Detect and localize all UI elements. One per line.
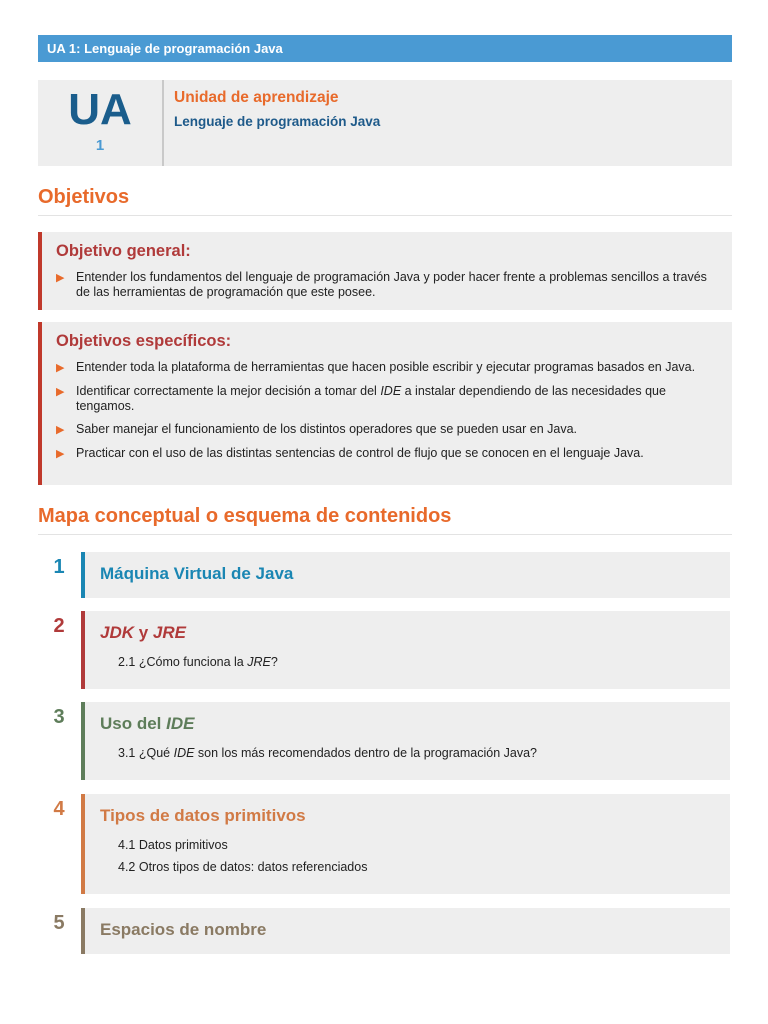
section-card[interactable] [81, 552, 730, 598]
section-number: 2 [53, 615, 65, 637]
concept-map-section-5[interactable] [38, 908, 730, 954]
general-objective-title: Objetivo general: [56, 242, 191, 260]
section-title[interactable]: JDK y JRE [100, 623, 186, 642]
specific-objectives-box [38, 322, 732, 485]
specific-objective-item: ▶ Practicar con el uso de las distintas sentencias de control de flujo que se conocen en el lenguaje Java. [56, 446, 644, 460]
concept-map-section-3[interactable] [38, 702, 730, 780]
specific-objective-item: ▶ Entender toda la plataforma de herramientas que hacen posible escribir y ejecutar programas basados en Java. [56, 360, 696, 374]
section-title[interactable]: Máquina Virtual de Java [100, 564, 294, 583]
unit-banner [38, 35, 732, 62]
triangle-right-icon: ▶ [56, 424, 65, 436]
section-card[interactable] [81, 908, 730, 954]
section-number: 4 [53, 798, 65, 820]
specific-objective-item: ▶ Identificar correctamente la mejor decisión a tomar del IDE a instalar dependiendo de las necesidades que tengamos. [56, 384, 666, 413]
section-number: 5 [53, 912, 65, 934]
specific-objectives-title: Objetivos específicos: [56, 332, 232, 350]
section-number: 3 [53, 706, 65, 728]
section-title[interactable]: Espacios de nombre [100, 920, 267, 939]
subsection-item[interactable]: 2.1 ¿Cómo funciona la JRE? [118, 655, 278, 669]
section-number: 1 [53, 556, 65, 578]
unit-title: Lenguaje de programación Java [174, 114, 381, 129]
banner-title: Lenguaje de programación Java [84, 41, 283, 56]
banner-prefix: UA 1: [47, 41, 81, 56]
concept-map-section-4[interactable] [38, 794, 730, 894]
concept-map-heading: Mapa conceptual o esquema de contenidos [38, 505, 732, 535]
general-objective-item: ▶ Entender los fundamentos del lenguaje de programación Java y poder hacer frente a problemas sencillos a través de las herramientas de programación que este posee. [56, 270, 707, 299]
unit-number: 1 [95, 137, 105, 154]
section-title[interactable]: Tipos de datos primitivos [100, 806, 306, 825]
unit-badge [38, 80, 164, 166]
section-card[interactable] [81, 794, 730, 894]
subsection-item[interactable]: 4.1 Datos primitivos [118, 838, 228, 852]
concept-map-section-2[interactable] [38, 611, 730, 689]
subsection-item[interactable]: 3.1 ¿Qué IDE son los más recomendados dentro de la programación Java? [118, 746, 537, 760]
triangle-right-icon: ▶ [56, 386, 65, 398]
unit-kind: Unidad de aprendizaje [174, 89, 339, 106]
unit-header [38, 80, 732, 166]
general-objective-box [38, 232, 732, 310]
specific-objective-item: ▶ Saber manejar el funcionamiento de los distintos operadores que se pueden usar en Java. [56, 422, 578, 436]
objectives-heading: Objetivos [38, 186, 732, 216]
section-card[interactable] [81, 611, 730, 689]
triangle-right-icon: ▶ [56, 272, 65, 284]
section-card[interactable] [81, 702, 730, 780]
subsection-item[interactable]: 4.2 Otros tipos de datos: datos referenciados [118, 860, 368, 874]
triangle-right-icon: ▶ [56, 448, 65, 460]
triangle-right-icon: ▶ [56, 362, 65, 374]
unit-letters: UA [68, 85, 132, 134]
section-title[interactable]: Uso del IDE [100, 714, 195, 733]
concept-map-section-1[interactable] [38, 552, 730, 598]
